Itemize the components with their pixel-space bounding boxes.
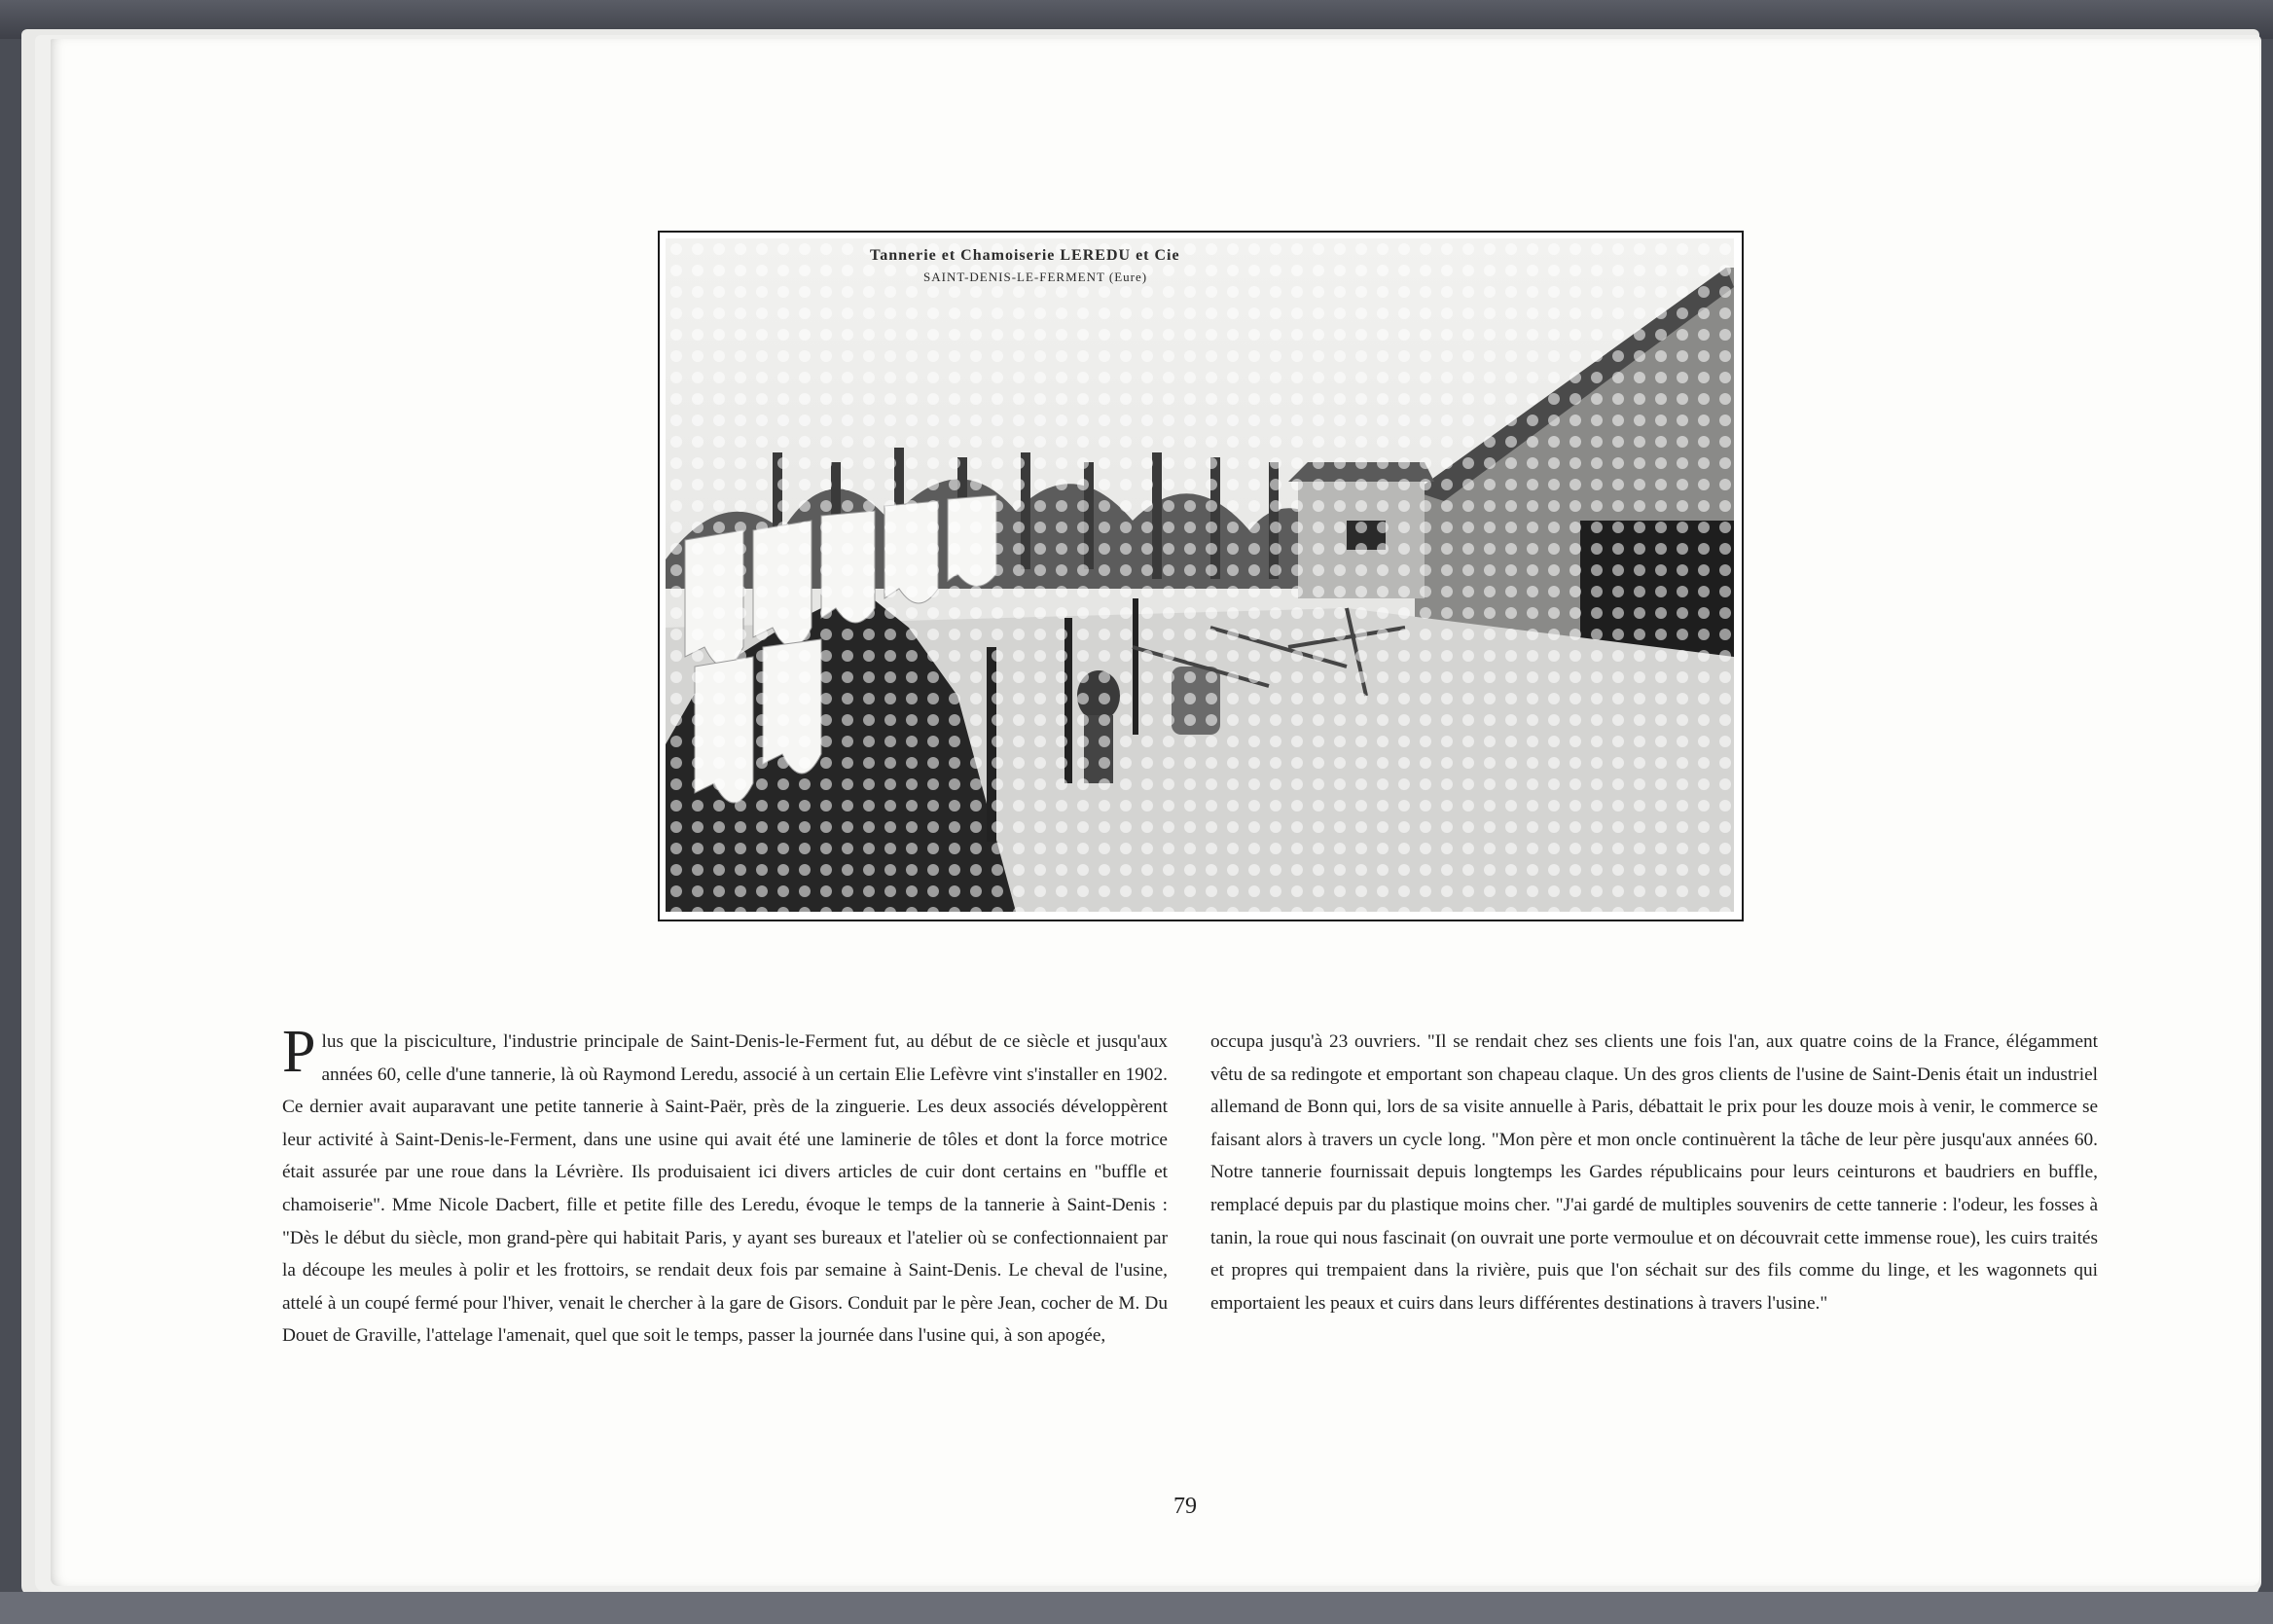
tannery-photo-illustration [666,238,1734,912]
drop-cap: P [282,1019,316,1085]
page-number: 79 [1173,1494,1197,1519]
photo-caption-line1: Tannerie et Chamoiserie LEREDU et Cie [870,247,1180,264]
right-column-text: occupa jusqu'à 23 ouvriers. "Il se rendait chez ses clients une fois l'an, aux quatre coins de la France, élégamment vêtu de sa redingote et emportant son chapeau claque. Un des gros clients de l'usine de Saint-Denis était un industriel allemand de Bonn qui, lors de sa visite annuelle à Paris, débattait le prix pour les douze mois à venir, le commerce se faisant alors à travers un cycle long. "Mon père et mon oncle continuèrent la tâche de leur père jusqu'aux années 60. Notre tannerie fournissait depuis longtemps les Gardes républicains pour leurs ceinturons et baudriers en buffle, remplacé depuis par du plastique moins cher. "J'ai gardé de multiples souvenirs de cette tannerie : l'odeur, les fosses à tanin, la roue qui nous fascinait (on ouvrait une porte vermoulue et on découvrait cette immense roue), les cuirs traités et propres qui trempaient dans la rivière, puis que l'on séchait sur des fils comme du linge, et les wagonnets qui emportaient les peaux et cuirs dans leurs différentes destinations à travers l'usine." [1210,1031,2098,1314]
scan-background-bottom [0,1592,2273,1624]
article-left-column [282,1019,1168,1353]
article-right-column [1210,1026,2098,1319]
photo-caption-line2: SAINT-DENIS-LE-FERMENT (Eure) [923,270,1148,284]
left-column-text: lus que la pisciculture, l'industrie principale de Saint-Denis-le-Ferment fut, au début de ce siècle et jusqu'aux années 60, celle d'une tannerie, là où Raymond Leredu, associé à un certain Elie Lefèvre vint s'installer en 1902. Ce dernier avait auparavant une petite tannerie à Saint-Paër, près de la zinguerie. Les deux associés développèrent leur activité à Saint-Denis-le-Ferment, dans une usine qui avait été une laminerie de tôles et dont la force motrice était assurée par une roue dans la Lévrière. Ils produisaient ici divers articles de cuir dont certains en "buffle et chamoiserie". Mme Nicole Dacbert, fille et petite fille des Leredu, évoque le temps de la tannerie à Saint-Denis : "Dès le début du siècle, mon grand-père qui habitait Paris, y ayant ses bureaux et l'atelier où se confectionnaient par la découpe les meules à polir et les frottoirs, se rendait deux fois par semaine à Saint-Denis. Le cheval de l'usine, attelé à un coupé fermé pour l'hiver, venait le chercher à la gare de Gisors. Conduit par le père Jean, cocher de M. Du Douet de Graville, l'attelage l'amenait, quel que soit le temps, passer la journée dans l'usine qui, à son apogée, [282,1031,1168,1347]
tannery-photograph [658,231,1744,921]
